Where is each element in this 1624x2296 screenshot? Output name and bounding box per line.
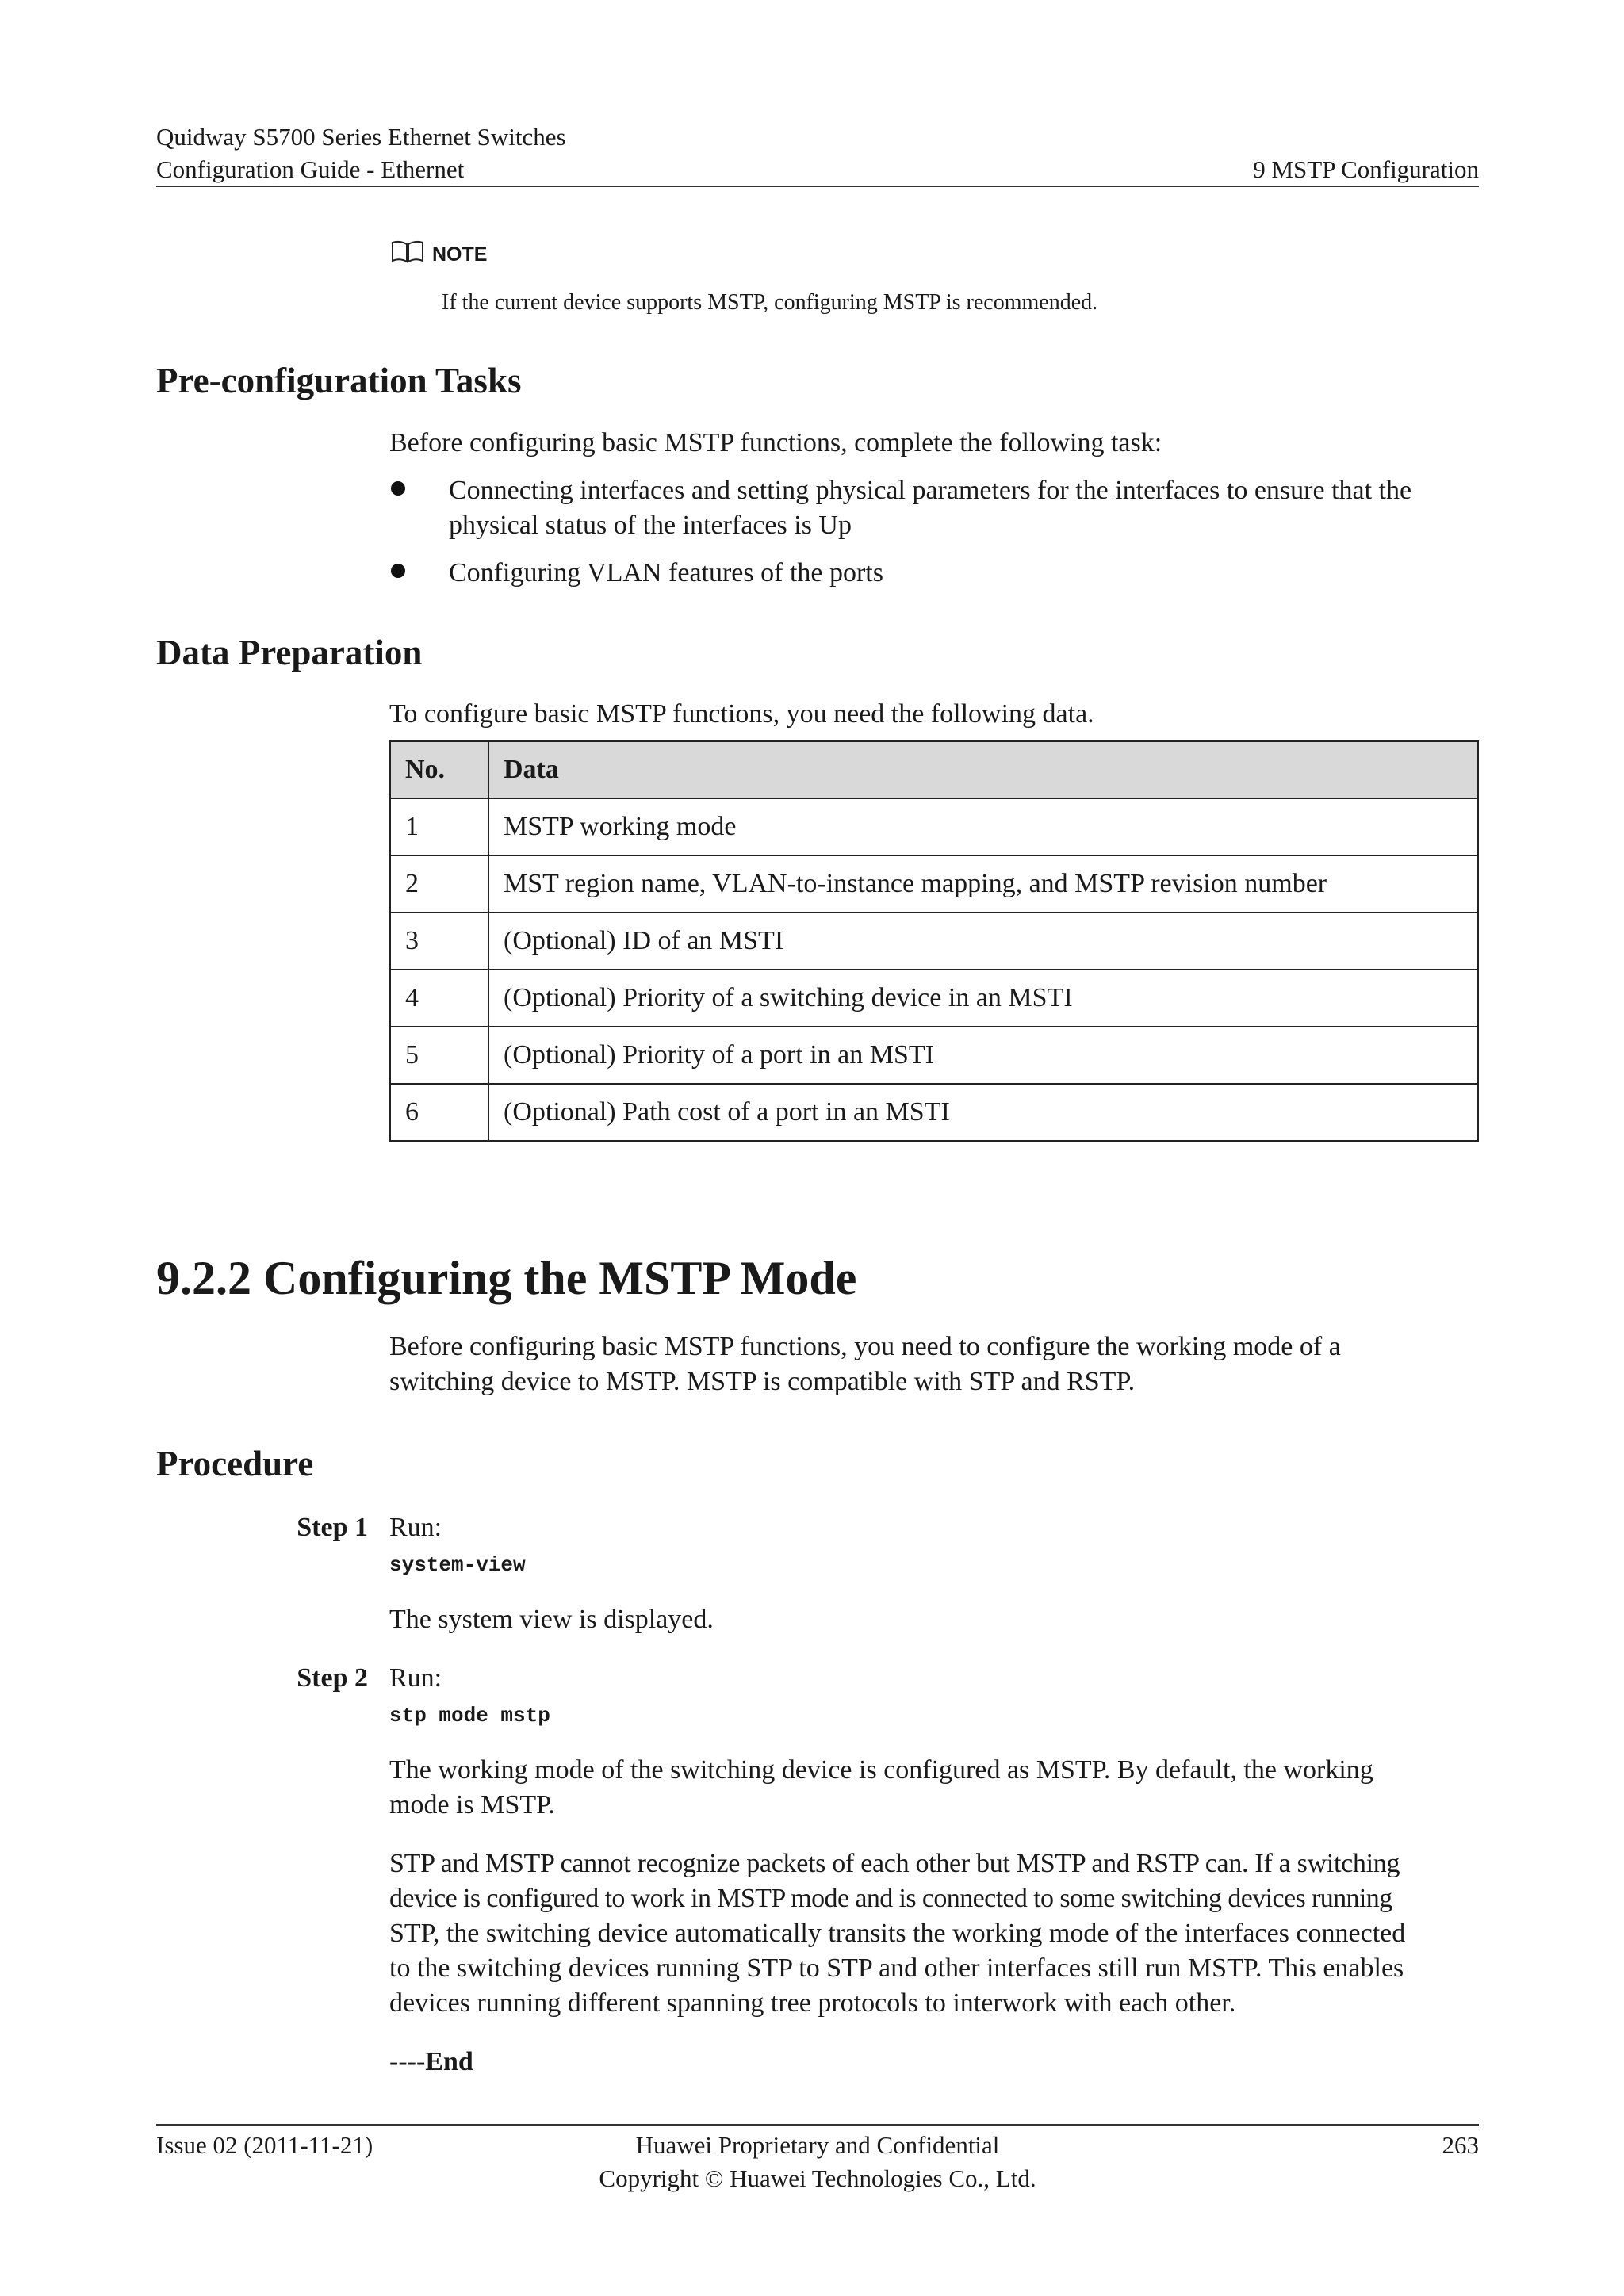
- preconfig-intro: Before configuring basic MSTP functions, complete the following task:: [389, 428, 1162, 457]
- table-row: [390, 1027, 1478, 1084]
- table-row: [390, 855, 1478, 913]
- table-cell-no: 3: [390, 913, 488, 970]
- note-text: If the current device supports MSTP, configuring MSTP is recommended.: [442, 290, 1098, 315]
- table-cell-no: 1: [390, 798, 488, 855]
- preconfig-bullet-2: Configuring VLAN features of the ports: [449, 558, 883, 587]
- step-2-result-line1: The working mode of the switching device is configured as MSTP. By default, the working: [389, 1755, 1373, 1785]
- data-prep-intro: To configure basic MSTP functions, you need the following data.: [389, 699, 1094, 729]
- table-header-data: Data: [488, 741, 1478, 798]
- table-cell-no: 5: [390, 1027, 488, 1084]
- footer-issue: Issue 02 (2011-11-21): [156, 2131, 373, 2159]
- table-row: [390, 1084, 1478, 1141]
- note-label: NOTE: [432, 243, 488, 266]
- section-intro-line1: Before configuring basic MSTP functions, you need to configure the working mode of a: [389, 1332, 1341, 1361]
- step-2-command: stp mode mstp: [389, 1704, 550, 1728]
- table-header-no: No.: [390, 741, 488, 798]
- table-cell-data: (Optional) Path cost of a port in an MSTI: [488, 1084, 1478, 1141]
- procedure-end: ----End: [389, 2047, 473, 2076]
- step-2-result-line2: mode is MSTP.: [389, 1790, 555, 1820]
- table-cell-data: (Optional) Priority of a switching device in an MSTI: [488, 970, 1478, 1027]
- table-cell-data: (Optional) Priority of a port in an MSTI: [488, 1027, 1478, 1084]
- table-row: [390, 913, 1478, 970]
- footer-page-number: 263: [1442, 2131, 1479, 2159]
- step-2-detail-line: devices running different spanning tree protocols to interwork with each other.: [389, 1988, 1236, 2018]
- header-chapter: 9 MSTP Configuration: [1253, 155, 1479, 183]
- bullet-dot: [391, 564, 405, 578]
- table-cell-no: 6: [390, 1084, 488, 1141]
- step-1-label: Step 1: [297, 1513, 368, 1542]
- step-2-run: Run:: [389, 1663, 442, 1693]
- preconfig-bullet-1-line1: Connecting interfaces and setting physical parameters for the interfaces to ensure that the: [449, 476, 1412, 505]
- step-1-command: system-view: [389, 1553, 526, 1577]
- procedure-heading: Procedure: [156, 1444, 314, 1483]
- table-cell-no: 2: [390, 855, 488, 913]
- header-product: Quidway S5700 Series Ethernet Switches: [156, 123, 566, 151]
- data-prep-heading: Data Preparation: [156, 633, 423, 672]
- table-cell-no: 4: [390, 970, 488, 1027]
- step-1-result: The system view is displayed.: [389, 1605, 714, 1634]
- table-cell-data: (Optional) ID of an MSTI: [488, 913, 1478, 970]
- table-cell-data: MST region name, VLAN-to-instance mapping, and MSTP revision number: [488, 855, 1478, 913]
- step-1-run: Run:: [389, 1513, 442, 1542]
- step-2-label: Step 2: [297, 1663, 368, 1693]
- section-intro-line2: switching device to MSTP. MSTP is compatible with STP and RSTP.: [389, 1367, 1136, 1396]
- book-icon: [391, 239, 424, 269]
- footer-copyright: Copyright © Huawei Technologies Co., Ltd.: [599, 2164, 1036, 2192]
- data-table: [389, 740, 1479, 1142]
- table-row: [390, 798, 1478, 855]
- preconfig-heading: Pre-configuration Tasks: [156, 361, 522, 400]
- header-guide: Configuration Guide - Ethernet: [156, 155, 465, 183]
- footer-rule: [156, 2124, 1479, 2126]
- footer-confidential: Huawei Proprietary and Confidential: [635, 2131, 1000, 2159]
- step-2-detail-line: device is configured to work in MSTP mode and is connected to some switching devices running: [389, 1884, 1392, 1913]
- step-2-detail-line: to the switching devices running STP to STP and other interfaces still run MSTP. This enables: [389, 1954, 1404, 1983]
- preconfig-bullet-1-line2: physical status of the interfaces is Up: [449, 511, 852, 540]
- header-rule: [156, 186, 1479, 187]
- table-row: [390, 970, 1478, 1027]
- step-2-detail-line: STP and MSTP cannot recognize packets of each other but MSTP and RSTP can. If a switching: [389, 1849, 1400, 1878]
- section-title: 9.2.2 Configuring the MSTP Mode: [156, 1252, 857, 1304]
- step-2-detail-line: STP, the switching device automatically transits the working mode of the interfaces connected: [389, 1919, 1406, 1948]
- table-header-row: [390, 741, 1478, 798]
- table-cell-data: MSTP working mode: [488, 798, 1478, 855]
- bullet-dot: [391, 481, 405, 496]
